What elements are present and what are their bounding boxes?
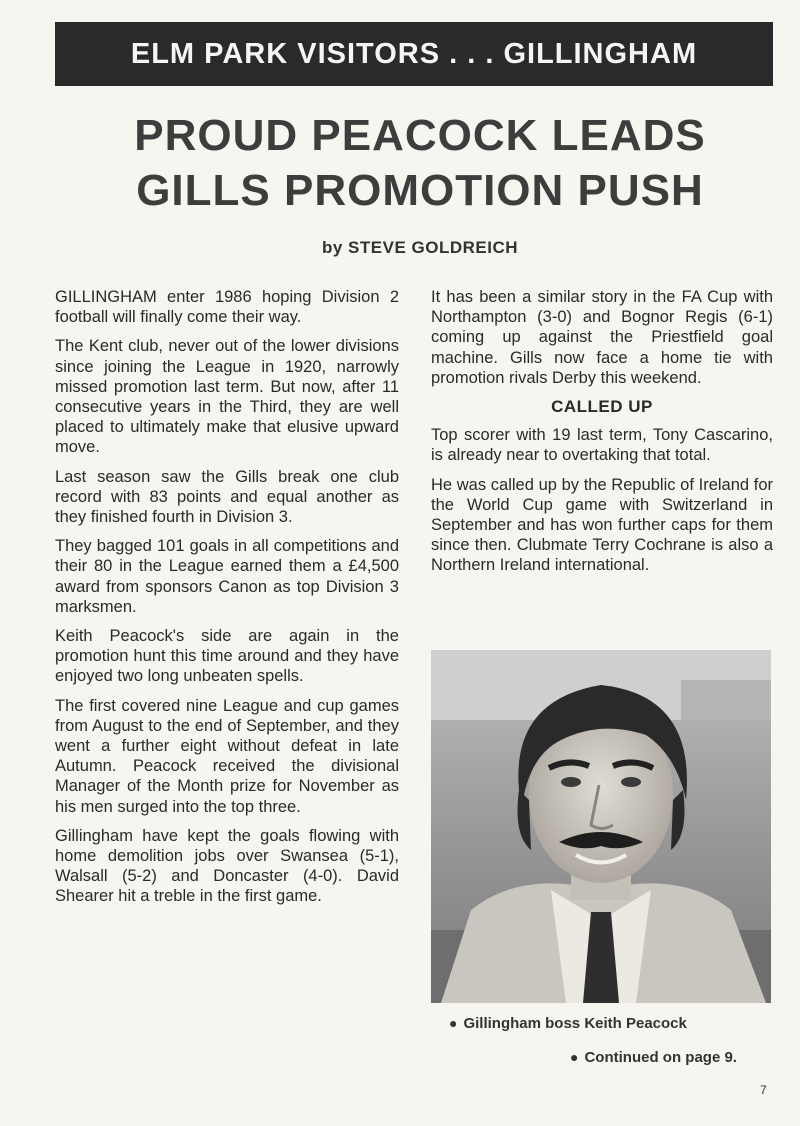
subheading: CALLED UP — [551, 397, 653, 417]
left-column — [55, 287, 399, 916]
section-banner — [55, 22, 773, 86]
paragraph: The Kent club, never out of the lower divisions since joining the League in 1920, narrowly missed promotion last term. But now, after 11 consecutive years in the Third, they are well placed to ultimately make that elusive upward move. — [55, 337, 399, 457]
paragraph: GILLINGHAM enter 1986 hoping Division 2 football will finally come their way. — [55, 288, 399, 327]
paragraph: Keith Peacock's side are again in the promotion hunt this time around and they have enjoyed two long unbeaten spells. — [55, 627, 399, 686]
portrait-photo-icon — [431, 650, 771, 1003]
caption-text: Gillingham boss Keith Peacock — [463, 1015, 687, 1032]
bullet-icon: ● — [570, 1049, 579, 1065]
manager-photo — [431, 650, 771, 1003]
bullet-icon: ● — [449, 1015, 458, 1031]
paragraph: The first covered nine League and cup games from August to the end of September, and they went a further eight without defeat in late Autumn. Peacock received the divisional Manager of the Month prize for November as his men surged into the top three. — [55, 696, 399, 816]
byline: by STEVE GOLDREICH — [321, 238, 519, 257]
paragraph: It has been a similar story in the FA Cup with Northampton (3-0) and Bognor Regis (6-1) coming up against the Priestfield goal machine. Gills now face a home tie with promotion rivals Derby this weekend. — [431, 288, 773, 387]
headline-line-2: GILLS PROMOTION PUSH — [136, 166, 704, 215]
banner-text: ELM PARK VISITORS . . . GILLINGHAM — [130, 37, 698, 70]
page-number: 7 — [760, 1083, 767, 1097]
paragraph: They bagged 101 goals in all competitions and their 80 in the League earned them a £4,500 award from sponsors Canon as top Division 3 marksmen. — [55, 537, 399, 616]
headline-line-1: PROUD PEACOCK LEADS — [134, 111, 706, 160]
right-column — [431, 287, 773, 585]
paragraph: Last season saw the Gills break one club record with 83 points and equal another as they finished fourth in Division 3. — [55, 467, 399, 527]
continued-text: Continued on page 9. — [584, 1049, 737, 1066]
photo-caption — [449, 1015, 779, 1032]
paragraph: Gillingham have kept the goals flowing with home demolition jobs over Swansea (5-1), Walsall (5-2) and Doncaster (4-0). David Shearer hit a treble in the first game. — [55, 826, 399, 906]
continued-note — [570, 1049, 790, 1066]
paragraph: He was called up by the Republic of Ireland for the World Cup game with Switzerland in September and has won further caps for them since then. Clubmate Terry Cochrane is also a Northern Ireland international. — [431, 475, 773, 575]
paragraph: Top scorer with 19 last term, Tony Cascarino, is already near to overtaking that total. — [431, 426, 773, 465]
